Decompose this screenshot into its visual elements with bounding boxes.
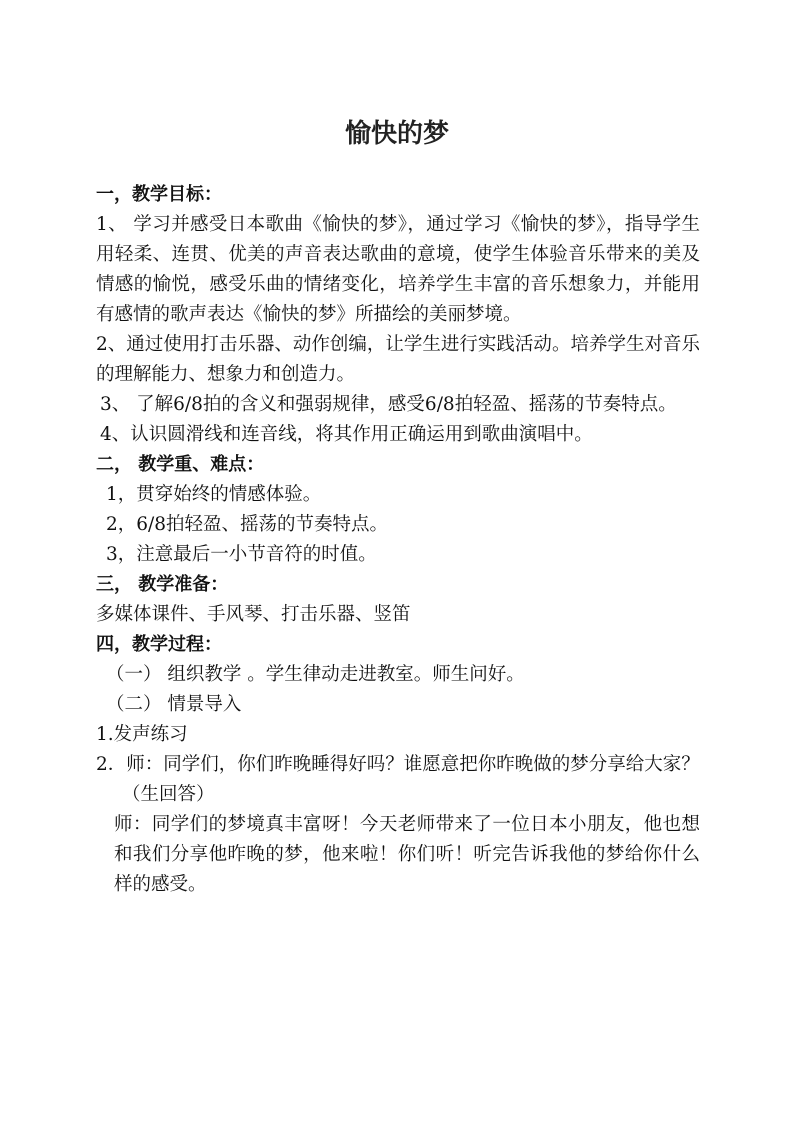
document-body [96,180,700,900]
paragraph-key-point-1: 1，贯穿始终的情感体验。 [106,484,322,505]
section-heading-key-points: 二， 教学重、难点： [96,454,265,475]
paragraph-objective-3: 3、 了解6/8拍的含义和强弱规律，感受6/8拍轻盈、摇荡的节奏特点。 [100,394,677,415]
paragraph-objective-2: 2、通过使用打击乐器、动作创编，让学生进行实践活动。培养学生对音乐的理解能力、想象力和创造力。 [96,334,700,385]
paragraph-student-answer: （生回答） [122,784,215,805]
paragraph-preparation: 多媒体课件、手风琴、打击乐器、竖笛 [96,604,411,625]
paragraph-teacher-question: 2．师：同学们，你们昨晚睡得好吗？谁愿意把你昨晚做的梦分享给大家？ [96,754,700,775]
section-heading-preparation: 三， 教学准备： [96,574,229,595]
paragraph-key-point-3: 3，注意最后一小节音符的时值。 [106,544,377,565]
paragraph-objective-1: 1、 学习并感受日本歌曲《愉快的梦》，通过学习《愉快的梦》，指导学生用轻柔、连贯、优美的声音表达歌曲的意境，使学生体验音乐带来的美及情感的愉悦，感受乐曲的情绪变化，培养学生丰富的音乐想象力，并能用有感情的歌声表达《愉快的梦》所描绘的美丽梦境。 [96,214,700,325]
paragraph-teacher-intro: 师：同学们的梦境真丰富呀！今天老师带来了一位日本小朋友，他也想和我们分享他昨晚的梦，他来啦！你们听！听完告诉我他的梦给你什么样的感受。 [114,814,700,895]
document-title: 愉快的梦 [344,119,449,149]
section-heading-objectives: 一，教学目标： [96,184,222,205]
paragraph-key-point-2: 2，6/8拍轻盈、摇荡的节奏特点。 [106,514,389,535]
paragraph-objective-4: 4、认识圆滑线和连音线，将其作用正确运用到歌曲演唱中。 [100,424,593,445]
paragraph-process-2: （二） 情景导入 [106,694,242,715]
paragraph-process-1: （一） 组织教学 。学生律动走进教室。师生问好。 [106,664,525,685]
paragraph-warmup: 1.发声练习 [96,724,188,745]
section-heading-process: 四，教学过程： [96,634,222,655]
